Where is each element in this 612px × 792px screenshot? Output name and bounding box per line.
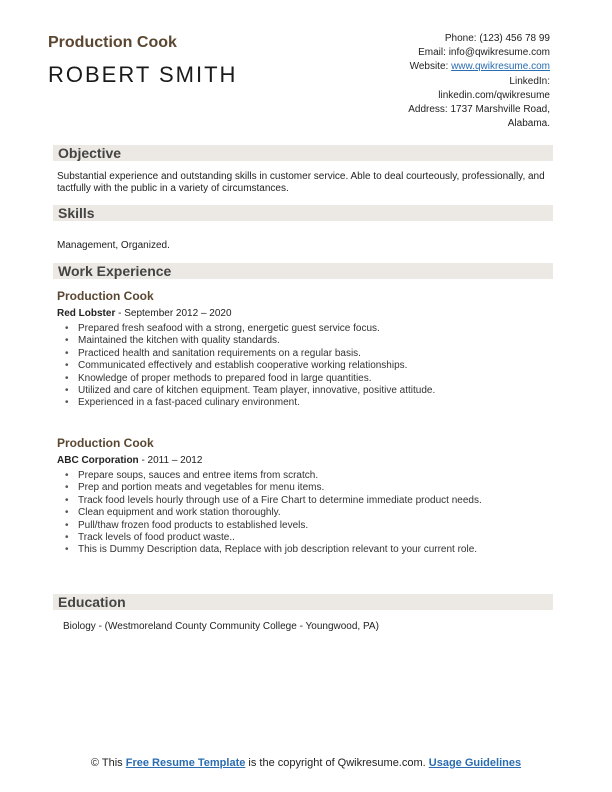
job-bullets xyxy=(65,470,482,557)
job-title: Production Cook xyxy=(57,436,154,450)
free-resume-template-link[interactable]: Free Resume Template xyxy=(125,757,246,769)
contact-email: Email: info@qwikresume.com xyxy=(418,47,550,59)
job-title: Production Cook xyxy=(57,289,154,303)
list-item: • Prepared fresh seafood with a strong, energetic guest service focus. xyxy=(65,323,435,335)
usage-guidelines-link[interactable]: Usage Guidelines xyxy=(428,757,522,769)
footer-prefix: © This xyxy=(90,757,126,769)
contact-address: Address: 1737 Marshville Road, xyxy=(408,104,550,116)
person-name: ROBERT SMITH xyxy=(48,62,238,87)
list-item: • Prepare soups, sauces and entree items from scratch. xyxy=(65,470,482,482)
job-company: ABC Corporation xyxy=(57,455,139,466)
work-section-header xyxy=(53,263,553,279)
list-item: • Clean equipment and work station thoroughly. xyxy=(65,507,482,519)
contact-block xyxy=(290,32,550,131)
skills-heading: Skills xyxy=(58,205,95,221)
job-company: Red Lobster xyxy=(57,308,116,319)
list-item: • This is Dummy Description data, Replace with job description relevant to your current role. xyxy=(65,544,482,556)
contact-address-line2: Alabama. xyxy=(507,118,550,130)
list-item: • Utilized and care of kitchen equipment. Team player, innovative, positive attitude. xyxy=(65,385,435,397)
page-title: Production Cook xyxy=(48,34,177,51)
contact-linkedin: linkedin.com/qwikresume xyxy=(438,89,550,101)
education-heading: Education xyxy=(58,594,126,610)
list-item: • Experienced in a fast-paced culinary environment. xyxy=(65,397,435,409)
skills-section-header xyxy=(53,205,553,221)
list-item: • Communicated effectively and establish cooperative working relationships. xyxy=(65,360,435,372)
list-item: • Maintained the kitchen with quality standards. xyxy=(65,335,435,347)
education-section-header xyxy=(53,594,553,610)
job-period: - 2011 – 2012 xyxy=(138,455,203,466)
objective-text: Substantial experience and outstanding skills in customer service. Able to deal courteously, professionally, and tactfully with the public in a variety of circumstances. xyxy=(57,171,545,194)
work-heading: Work Experience xyxy=(58,263,172,279)
list-item: • Practiced health and sanitation requirements on a regular basis. xyxy=(65,348,435,360)
contact-phone: Phone: (123) 456 78 99 xyxy=(444,33,550,44)
website-link[interactable]: www.qwikresume.com xyxy=(451,61,550,73)
job-period: - September 2012 – 2020 xyxy=(115,308,232,319)
contact-linkedin-label: LinkedIn: xyxy=(509,75,550,87)
list-item: • Prep and portion meats and vegetables for menu items. xyxy=(65,482,482,494)
list-item: • Track levels of food product waste.. xyxy=(65,532,482,544)
objective-section-header xyxy=(53,145,553,161)
education-text: Biology - (Westmoreland County Community College - Youngwood, PA) xyxy=(63,621,379,632)
list-item: • Track food levels hourly through use of a Fire Chart to determine immediate product needs. xyxy=(65,495,482,507)
job-bullets xyxy=(65,323,435,410)
contact-website: Website: www.qwikresume.com xyxy=(409,61,550,73)
objective-heading: Objective xyxy=(58,145,122,161)
footer-middle: is the copyright of Qwikresume.com. xyxy=(245,757,429,769)
skills-text: Management, Organized. xyxy=(57,240,170,251)
job-company-line xyxy=(57,455,202,466)
list-item: • Knowledge of proper methods to prepared food in large quantities. xyxy=(65,373,435,385)
job-company-line xyxy=(57,308,232,319)
list-item: • Pull/thaw frozen food products to established levels. xyxy=(65,520,482,532)
footer xyxy=(60,757,552,770)
